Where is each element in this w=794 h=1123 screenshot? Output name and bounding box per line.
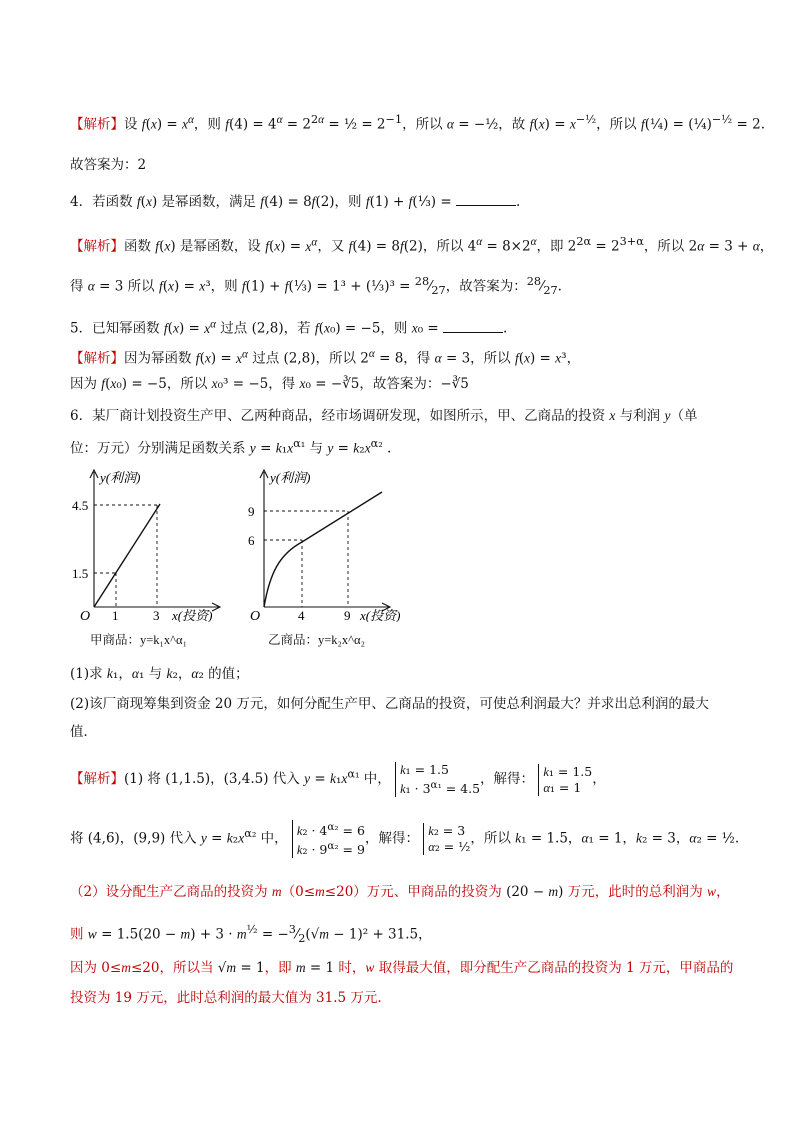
solution-line-1: 【解析】设 $f(x) = x^\alpha$，则 $f(4) = 4^\alpha = 2^{2\alpha}$ = ½ = $2^{-1}$，所以 α = −½，故 $f(x) = x^{-\frac{1}{2}}$，所以 f(¼) = (¼)$^{-\frac{1}{2}}$ = 2. [70,113,765,133]
graph2-xlabel: x(投资) [360,608,400,622]
graph-product-a [70,462,230,622]
solution-6-part-2-line-4: 投资为 19 万元，此时总利润的最大值为 31.5 万元. [70,990,382,1006]
solution-6-line-1: 【解析】(1) 将 (1,1.5)，(3,4.5) 代入 $y = k_1x^{\alpha_1}$ 中， k₁ = 1.5 $k_1 \cdot 3^{\alpha_1} = 4.5$，解得： k₁ = 1.5 α₁ = 1 ， [70,762,606,797]
question-6-line-2: 位：万元）分别满足函数关系 $y = k_1x^{\alpha_1}$ 与 $y = k_2x^{\alpha_2}$ . [70,437,392,457]
graph1-caption: 甲商品：y=k₁x^α₁ [90,633,187,647]
question-4: 4．若函数 f(x) 是幂函数，满足 f(4) = 8f(2)，则 f(1) + f(⅓) = . [70,194,521,210]
question-5: 5．已知幂函数 $f(x) = x^\alpha$ 过点 (2,8)，若 f(x₀) = −5，则 x₀ = . [70,318,508,337]
solution-5-line-2: 因为 f(x₀) = −5，所以 x₀³ = −5，得 x₀ = −∛5，故答案为：−∛5 [70,376,469,392]
graph1-ytick-high: 4.5 [72,498,89,513]
graph1-xlabel: x(投资) [172,608,213,622]
graph2-origin: O [250,609,261,622]
solution-4-line-1: 【解析】函数 f(x) 是幂函数，设 $f(x) = x^\alpha$，又 f(4) = 8f(2)，所以 $4^\alpha = 8\times 2^\alpha$，即 $2^{2\alpha} = 2^{3+\alpha}$，所以 2α = 3 + α， [70,235,774,255]
graph2-caption: 乙商品：y=k₂x^α₂ [268,633,365,647]
solution-5-line-1: 【解析】因为幂函数 $f(x) = x^\alpha$ 过点 (2,8)，所以 $2^\alpha = 8$，得 α = 3，所以 f(x) = x³， [70,348,581,367]
solution-6-part-2-line-3: 因为 0≤m≤20，所以当 √m = 1，即 m = 1 时，w 取得最大值，即分配生产乙商品的投资为 1 万元，甲商品的 [70,960,734,976]
solution-6-part-2-line-2: 则 $w = 1.5(20 - m) + 3 \cdot m^{\frac{1}{2}}$ = $-^3⁄_2(√m - 1)^2 + 31.5$， [70,923,432,946]
graph1-xtick-1: 1 [112,608,119,622]
graph2-xtick-4: 4 [298,608,305,622]
answer-blank [456,193,516,206]
graph2-ytick-low: 6 [248,533,255,548]
graph-product-b [240,462,400,622]
graph1-xtick-3: 3 [153,608,160,622]
solution-6-part-2-line-1: （2）设分配生产乙商品的投资为 m（0≤m≤20）万元、甲商品的投资为 (20 − m) 万元，此时的总利润为 w， [70,884,730,900]
question-6-part-2-cont: 值． [70,724,97,740]
question-6-part-1: (1)求 k₁，α₁ 与 k₂，α₂ 的值； [70,666,249,682]
solution-4-line-2: 得 α = 3 所以 f(x) = x³，则 f(1) + f(⅓) = 1³ + (⅓)³ = $^{28}⁄_{27}$，故答案为：$^{28}⁄_{27}$. [70,275,562,298]
graph1-origin: O [80,609,91,622]
graph2-ylabel: y(利润) [270,470,311,485]
question-6-line-1: 6．某厂商计划投资生产甲、乙两种商品，经市场调研发现，如图所示，甲、乙商品的投资 x 与利润 y（单 [70,408,698,424]
answer-line-3: 故答案为：2 [70,157,147,173]
graph2-ytick-high: 9 [248,504,255,519]
solution-6-line-2: 将 (4,6)，(9,9) 代入 $y = k_2x^{\alpha_2}$ 中， $k_2 \cdot 4^{\alpha_2} = 6$ $k_2 \cdot 9^{\alpha_2} = 9$，解得： k₂ = 3 α₂ = ½，所以 k₁ = 1.5，α₁ = 1，k₂ = 3，α₂ = ½. [70,821,740,858]
question-6-part-2: (2)该厂商现筹集到资金 20 万元，如何分配生产甲、乙商品的投资，可使总利润最大？并求出总利润的最大 [70,696,709,712]
graph1-ytick-low: 1.5 [72,566,89,581]
answer-blank-5 [443,320,503,333]
graph1-ylabel: y(利润) [100,470,141,485]
graph2-xtick-9: 9 [344,608,351,622]
